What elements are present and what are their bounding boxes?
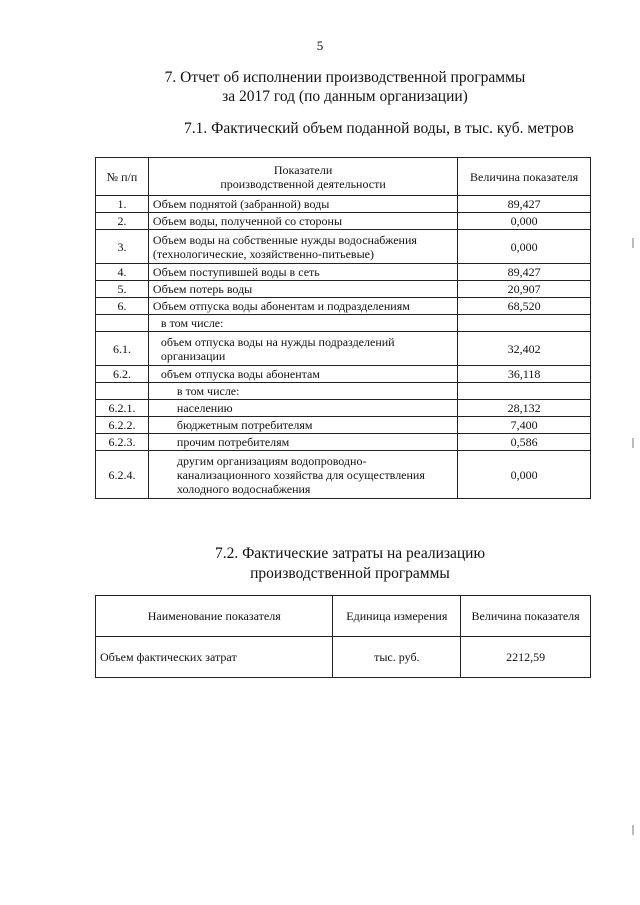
header-indicator-line1: Показатели — [273, 162, 333, 177]
row-label: Объем потерь воды — [148, 281, 457, 298]
page-number: 5 — [316, 38, 324, 53]
row-value — [458, 383, 591, 400]
row-num: 6. — [96, 298, 149, 315]
header-indicator — [148, 158, 457, 196]
subsection2-title-line2: производственной программы — [250, 565, 450, 582]
section-title — [0, 68, 640, 106]
table-row — [96, 196, 591, 213]
table-row — [96, 451, 591, 499]
header-indicator-line2: производственной деятельности — [220, 176, 386, 191]
row-value: 0,000 — [458, 230, 591, 264]
header-unit: Единица измерения — [333, 596, 461, 637]
header-value: Величина показателя — [461, 596, 591, 637]
subsection2-title-line1: 7.2. Фактические затраты на реализацию — [214, 545, 486, 562]
subsection-title-7-2 — [0, 544, 640, 584]
row-value — [458, 315, 591, 332]
table-row — [96, 400, 591, 417]
row-label: Объем поднятой (забранной) воды — [148, 196, 457, 213]
row-value: 2212,59 — [461, 637, 591, 678]
row-label: бюджетным потребителям — [148, 417, 457, 434]
margin-mark — [632, 238, 634, 248]
table-row — [96, 366, 591, 383]
row-value: 36,118 — [458, 366, 591, 383]
section-title-line2: за 2017 год (по данным организации) — [222, 88, 468, 105]
row-value: 89,427 — [458, 196, 591, 213]
row-label: Объем отпуска воды абонентам и подразделениям — [148, 298, 457, 315]
water-volume-table — [95, 157, 591, 499]
row-num: 5. — [96, 281, 149, 298]
margin-mark — [632, 438, 634, 448]
table-row — [96, 264, 591, 281]
subsection-title-7-1: 7.1. Фактический объем поданной воды, в тыс. куб. метров — [184, 120, 574, 137]
row-num: 3. — [96, 230, 149, 264]
row-value: 7,400 — [458, 417, 591, 434]
header-num: № п/п — [96, 158, 149, 196]
costs-table — [95, 595, 591, 678]
row-label: прочим потребителям — [148, 434, 457, 451]
section-title-line1: 7. Отчет об исполнении производственной программы — [164, 69, 526, 86]
table-row — [96, 315, 591, 332]
table-row — [96, 230, 591, 264]
table-header-row — [96, 158, 591, 196]
row-value: 28,132 — [458, 400, 591, 417]
table-row — [96, 298, 591, 315]
row-label: в том числе: — [148, 315, 457, 332]
row-label: Объем воды, полученной со стороны — [148, 213, 457, 230]
row-label: объем отпуска воды абонентам — [148, 366, 457, 383]
row-label: в том числе: — [148, 383, 457, 400]
header-name: Наименование показателя — [96, 596, 333, 637]
row-value: 68,520 — [458, 298, 591, 315]
row-num: 2. — [96, 213, 149, 230]
row-num: 6.2.1. — [96, 400, 149, 417]
row-value: 20,907 — [458, 281, 591, 298]
table-row — [96, 637, 591, 678]
row-num: 6.2. — [96, 366, 149, 383]
table-row — [96, 332, 591, 366]
table-row — [96, 417, 591, 434]
row-label: населению — [148, 400, 457, 417]
row-value: 32,402 — [458, 332, 591, 366]
row-num — [96, 383, 149, 400]
row-value: 0,586 — [458, 434, 591, 451]
table-row — [96, 434, 591, 451]
row-label: объем отпуска воды на нужды подразделений организации — [148, 332, 457, 366]
row-label: Объем воды на собственные нужды водоснабжения (технологические, хозяйственно-питьевые) — [148, 230, 457, 264]
margin-mark — [632, 825, 634, 835]
row-label: Объем поступившей воды в сеть — [148, 264, 457, 281]
row-num: 6.1. — [96, 332, 149, 366]
row-value: 0,000 — [458, 451, 591, 499]
row-name: Объем фактических затрат — [96, 637, 333, 678]
row-num: 1. — [96, 196, 149, 213]
row-value: 89,427 — [458, 264, 591, 281]
row-label: другим организациям водопроводно-канализационного хозяйства для осуществления холодного водоснабжения — [148, 451, 457, 499]
row-num: 6.2.3. — [96, 434, 149, 451]
table-row — [96, 213, 591, 230]
row-num — [96, 315, 149, 332]
row-num: 6.2.2. — [96, 417, 149, 434]
table-row — [96, 383, 591, 400]
row-value: 0,000 — [458, 213, 591, 230]
header-value: Величина показателя — [458, 158, 591, 196]
row-num: 4. — [96, 264, 149, 281]
row-num: 6.2.4. — [96, 451, 149, 499]
table-header-row — [96, 596, 591, 637]
table-row — [96, 281, 591, 298]
row-unit: тыс. руб. — [333, 637, 461, 678]
